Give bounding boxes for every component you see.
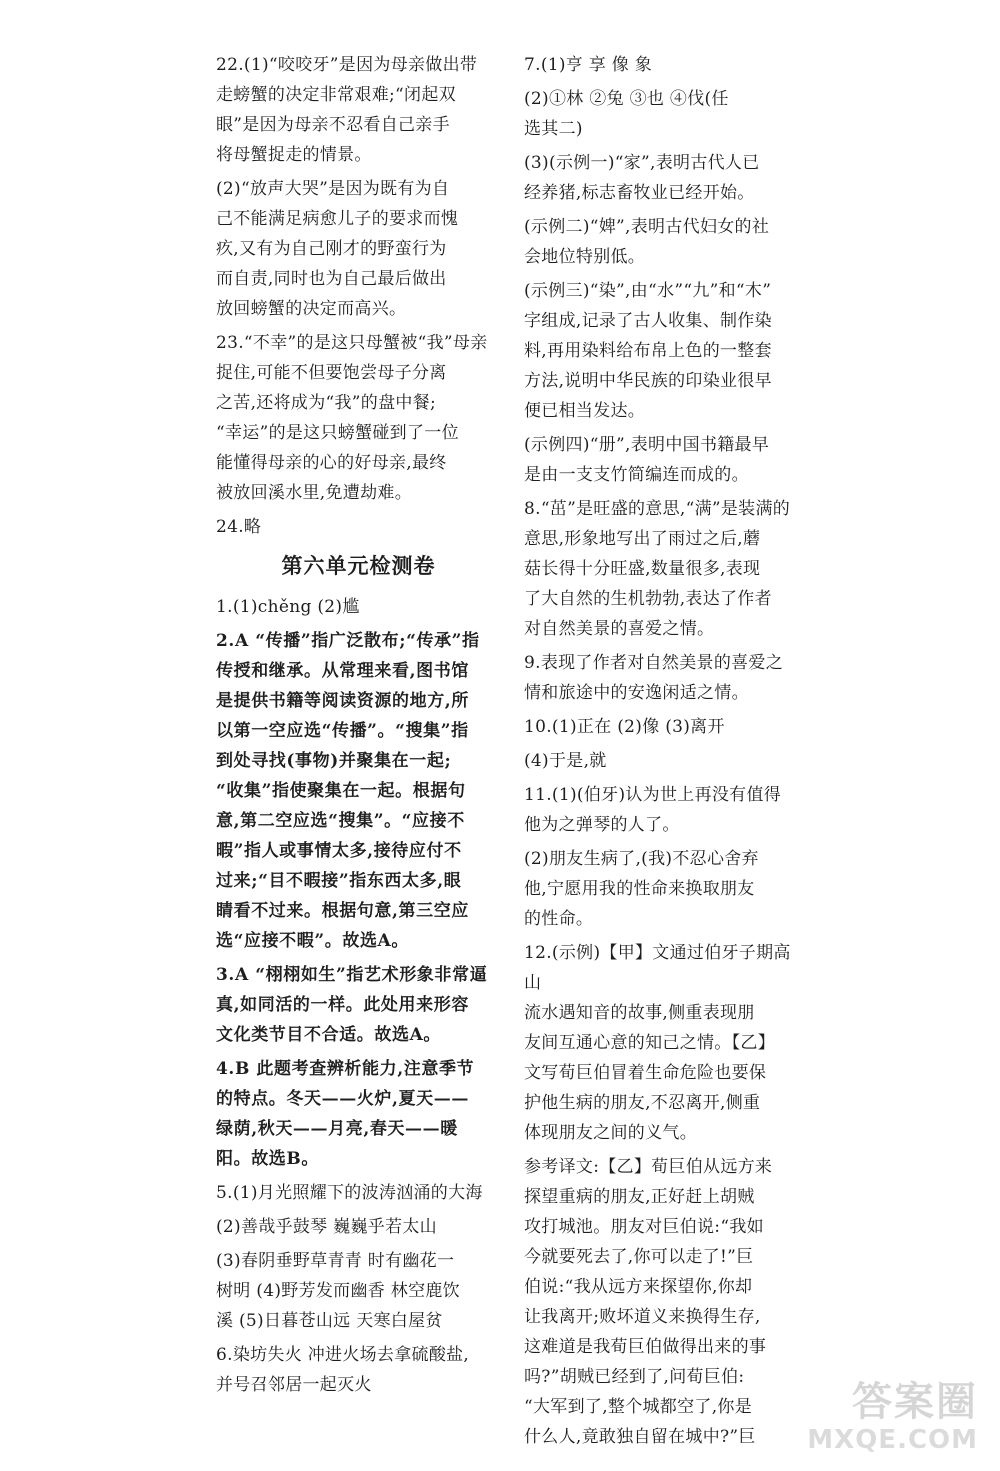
answer-3: 3.A “栩栩如生”指艺术形象非常逼 真,如同活的一样。此处用来形容 文化类节目不合适。故选A。 bbox=[216, 965, 488, 1045]
answer-11-2: (2)朋友生病了,(我)不忍心舍弃 他,宁愿用我的性命来换取朋友 的性命。 bbox=[524, 849, 759, 929]
watermark-url: MXQE.COM bbox=[807, 1425, 978, 1455]
answer-9: 9.表现了作者对自然美景的喜爱之 情和旅途中的安逸闲适之情。 bbox=[524, 653, 784, 703]
answer-24: 24.略 bbox=[216, 517, 262, 537]
answer-7-3-example-4: (示例四)“册”,表明中国书籍最早 是由一支支竹简编连而成的。 bbox=[524, 435, 770, 485]
answer-7-3-example-2: (示例二)“婢”,表明古代妇女的社 会地位特别低。 bbox=[524, 217, 770, 267]
answer-6: 6.染坊失火 冲进火场去拿硫酸盐, 并号召邻居一起灭火 bbox=[216, 1345, 470, 1395]
reference-translation: 参考译文:【乙】荀巨伯从远方来 探望重病的朋友,正好赶上胡贼 攻打城池。朋友对巨伯说:“我如 今就要死去了,你可以走了!”巨 伯说:“我从远方来探望你,你却 让我离开;败坏道义来换得生存, 这难道是我荀巨伯做得出来的事 吗?”胡贼已经到了,问荀巨伯: “大军到了,整个城都空了,你是 什么人,竟敢独自留在城中?”巨 bbox=[524, 1157, 773, 1447]
answer-5-1: 5.(1)月光照耀下的波涛汹涌的大海 bbox=[216, 1183, 483, 1203]
section-title: 第六单元检测卷 bbox=[281, 553, 436, 578]
answer-7-1: 7.(1)亨 享 像 象 bbox=[524, 55, 653, 75]
right-column bbox=[524, 50, 796, 1456]
answer-11-1: 11.(1)(伯牙)认为世上再没有值得 他为之弹琴的人了。 bbox=[524, 785, 782, 835]
answer-22-2: (2)“放声大哭”是因为既有为自 己不能满足病愈儿子的要求而愧 疚,又有为自己刚才的野蛮行为 而自责,同时也为自己最后做出 放回螃蟹的决定而高兴。 bbox=[216, 179, 459, 319]
answer-10-2: (4)于是,就 bbox=[524, 751, 607, 771]
answer-1: 1.(1)chěng (2)尴 bbox=[216, 597, 360, 617]
answer-12: 12.(示例)【甲】文通过伯牙子期高山 流水遇知音的故事,侧重表现朋 友间互通心意的知己之情。【乙】 文写荀巨伯冒着生命危险也要保 护他生病的朋友,不忍离开,侧重 体现朋友之间的义气。 bbox=[524, 943, 791, 1143]
answer-7-3-example-1: (3)(示例一)“家”,表明古代人已 经养猪,标志畜牧业已经开始。 bbox=[524, 153, 760, 203]
answer-7-2: (2)①林 ②兔 ③也 ④伐(任 选其二) bbox=[524, 89, 729, 139]
left-column bbox=[216, 50, 501, 1404]
answer-5-3: (3)春阴垂野草青青 时有幽花一 树明 (4)野芳发而幽香 林空鹿饮 溪 (5)日暮苍山远 天寒白屋贫 bbox=[216, 1251, 460, 1331]
answer-22-1: 22.(1)“咬咬牙”是因为母亲做出带 走螃蟹的决定非常艰难;“闭起双 眼”是因为母亲不忍看自己亲手 将母蟹捉走的情景。 bbox=[216, 55, 478, 165]
answer-4: 4.B 此题考查辨析能力,注意季节 的特点。冬天——火炉,夏天—— 绿荫,秋天——月亮,春天——暖 阳。故选B。 bbox=[216, 1059, 475, 1169]
answer-2: 2.A “传播”指广泛散布;“传承”指 传授和继承。从常理来看,图书馆 是提供书籍等阅读资源的地方,所 以第一空应选“传播”。“搜集”指 到处寻找(事物)并聚集在一起; “收集”指使聚集在一起。根据句 意,第二空应选“搜集”。“应接不 暇”指人或事情太多,接待应付不 过来;“目不暇接”指东西太多,眼 睛看不过来。根据句意,第三空应 选“应接不暇”。故选A。 bbox=[216, 631, 480, 951]
watermark-logo: 答案圈 bbox=[852, 1379, 978, 1425]
watermark bbox=[778, 1379, 978, 1459]
answer-5-2: (2)善哉乎鼓琴 巍巍乎若太山 bbox=[216, 1217, 437, 1237]
answer-8: 8.“茁”是旺盛的意思,“满”是装满的 意思,形象地写出了雨过之后,蘑 菇长得十分旺盛,数量很多,表现 了大自然的生机勃勃,表达了作者 对自然美景的喜爱之情。 bbox=[524, 499, 791, 639]
answer-7-3-example-3: (示例三)“染”,由“水”“九”和“木” 字组成,记录了古人收集、制作染 料,再用染料给布帛上色的一整套 方法,说明中华民族的印染业很早 便已相当发达。 bbox=[524, 281, 772, 421]
answer-10-1: 10.(1)正在 (2)像 (3)离开 bbox=[524, 717, 725, 737]
answer-23: 23.“不幸”的是这只母蟹被“我”母亲 捉住,可能不但要饱尝母子分离 之苦,还将成为“我”的盘中餐; “幸运”的是这只螃蟹碰到了一位 能懂得母亲的心的好母亲,最终 被放回溪水里,免遭劫难。 bbox=[216, 333, 488, 503]
